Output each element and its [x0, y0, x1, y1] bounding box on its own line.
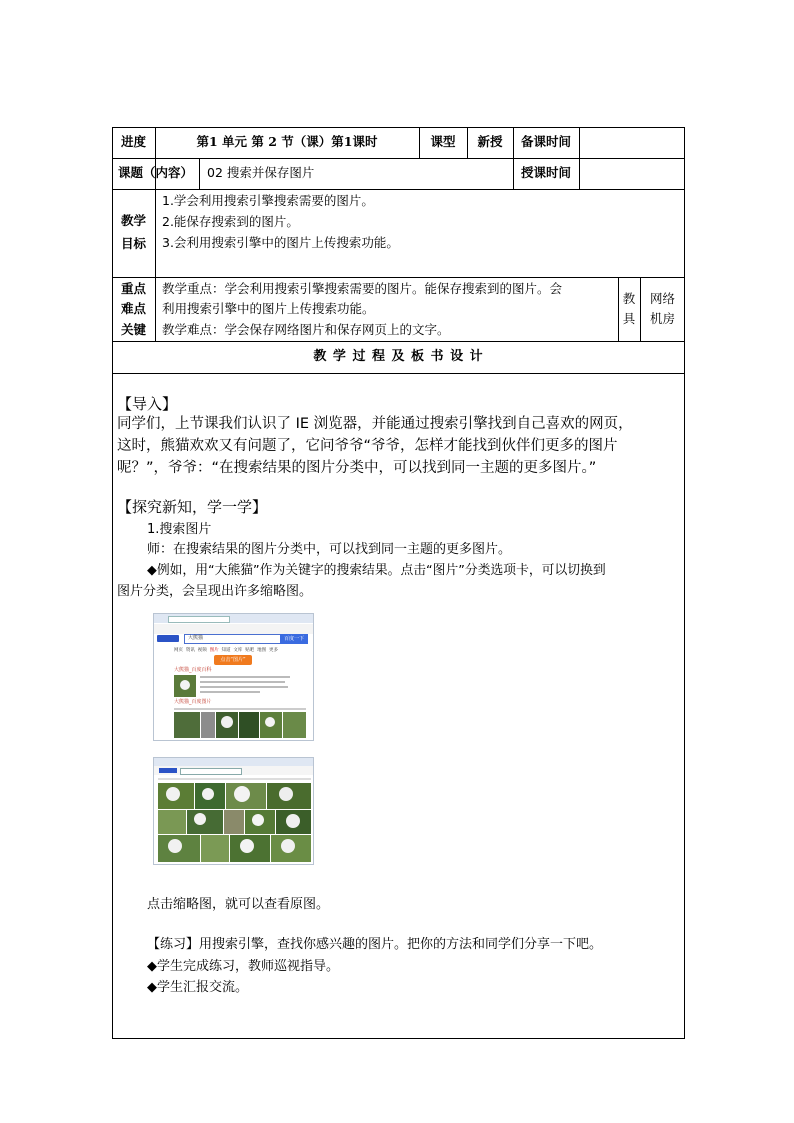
result-title: 大熊猫_百度百科: [174, 667, 212, 673]
process-title: 教 学 过 程 及 板 书 设 计: [313, 349, 484, 364]
progress-value: 第1 单元 第 2 节（课）第1课时: [196, 134, 378, 149]
intro-line: 同学们，上节课我们认识了 IE 浏览器，并能通过搜索引擎找到自己喜欢的网页，: [117, 416, 633, 432]
col-divider: [579, 127, 580, 189]
objectives-label-2: 目标: [120, 236, 146, 251]
explore-example: 图片分类，会呈现出许多缩略图。: [117, 584, 313, 599]
col-divider: [199, 158, 200, 189]
row-divider: [112, 158, 685, 159]
keypoints-line: 利用搜索引擎中的图片上传搜索功能。: [162, 301, 375, 316]
tools-value-2: 机房: [649, 311, 675, 326]
col-divider: [155, 127, 156, 341]
search-tabs: 网页 资讯 视频 图片 知道 文库 贴吧 地图 更多: [174, 648, 278, 653]
explore-sub: 1.搜索图片: [147, 522, 212, 537]
search-results-screenshot: [153, 613, 314, 741]
explore-example: ◆例如，用“大熊猫”作为关键字的搜索结果。点击“图片”分类选项卡，可以切换到: [147, 563, 606, 578]
practice-line: ◆学生汇报交流。: [147, 980, 248, 995]
row-divider: [112, 189, 685, 190]
callout-click-images: 点击“图片”: [214, 655, 252, 665]
objectives-label-1: 教学: [120, 213, 146, 228]
result-title-2: 大熊猫_百度图片: [174, 699, 212, 705]
practice-line: ◆学生完成练习，教师巡视指导。: [147, 959, 339, 974]
progress-label: 进度: [120, 134, 146, 149]
keypoints-label-3: 关键: [120, 322, 146, 337]
row-divider: [112, 341, 685, 342]
keypoints-line: 教学重点：学会利用搜索引擎搜索需要的图片。能保存搜索到的图片。会: [162, 281, 563, 296]
topic-value: 02 搜索并保存图片: [207, 165, 315, 180]
objective-item: 3.会利用搜索引擎中的图片上传搜索功能。: [162, 235, 399, 250]
explore-heading: 【探究新知，学一学】: [117, 498, 268, 516]
search-query: 大熊猫: [188, 635, 204, 641]
intro-line: 呢？”，爷爷：“在搜索结果的图片分类中，可以找到同一主题的更多图片。”: [117, 460, 597, 476]
objective-item: 2.能保存搜索到的图片。: [162, 214, 299, 229]
explore-teacher: 师：在搜索结果的图片分类中，可以找到同一主题的更多图片。: [147, 542, 512, 557]
image-results-screenshot: [153, 757, 314, 865]
tools-label-1: 教: [622, 291, 636, 306]
intro-heading: 【导入】: [117, 395, 178, 413]
tools-label-2: 具: [622, 311, 636, 326]
type-value: 新授: [477, 134, 503, 149]
practice-line: 【练习】用搜索引擎，查找你感兴趣的图片。把你的方法和同学们分享一下吧。: [147, 937, 603, 952]
row-divider: [112, 373, 685, 374]
col-divider: [618, 277, 619, 341]
prep-time-label: 备课时间: [520, 134, 571, 149]
keypoints-label-2: 难点: [120, 301, 146, 316]
search-button: 百度一下: [280, 634, 308, 644]
type-label: 课型: [430, 134, 456, 149]
teach-time-label: 授课时间: [520, 165, 571, 180]
intro-line: 这时，熊猫欢欢又有问题了，它问爷爷“爷爷，怎样才能找到伙伴们更多的图片: [117, 438, 618, 454]
objective-item: 1.学会利用搜索引擎搜索需要的图片。: [162, 193, 374, 208]
keypoints-line: 教学难点：学会保存网络图片和保存网页上的文字。: [162, 322, 450, 337]
click-thumbnail-text: 点击缩略图，就可以查看原图。: [147, 897, 330, 912]
topic-label: 课题（内容）: [118, 165, 194, 180]
col-divider: [640, 277, 641, 341]
row-divider: [112, 277, 685, 278]
tools-value-1: 网络: [649, 291, 675, 306]
keypoints-label-1: 重点: [120, 281, 146, 296]
